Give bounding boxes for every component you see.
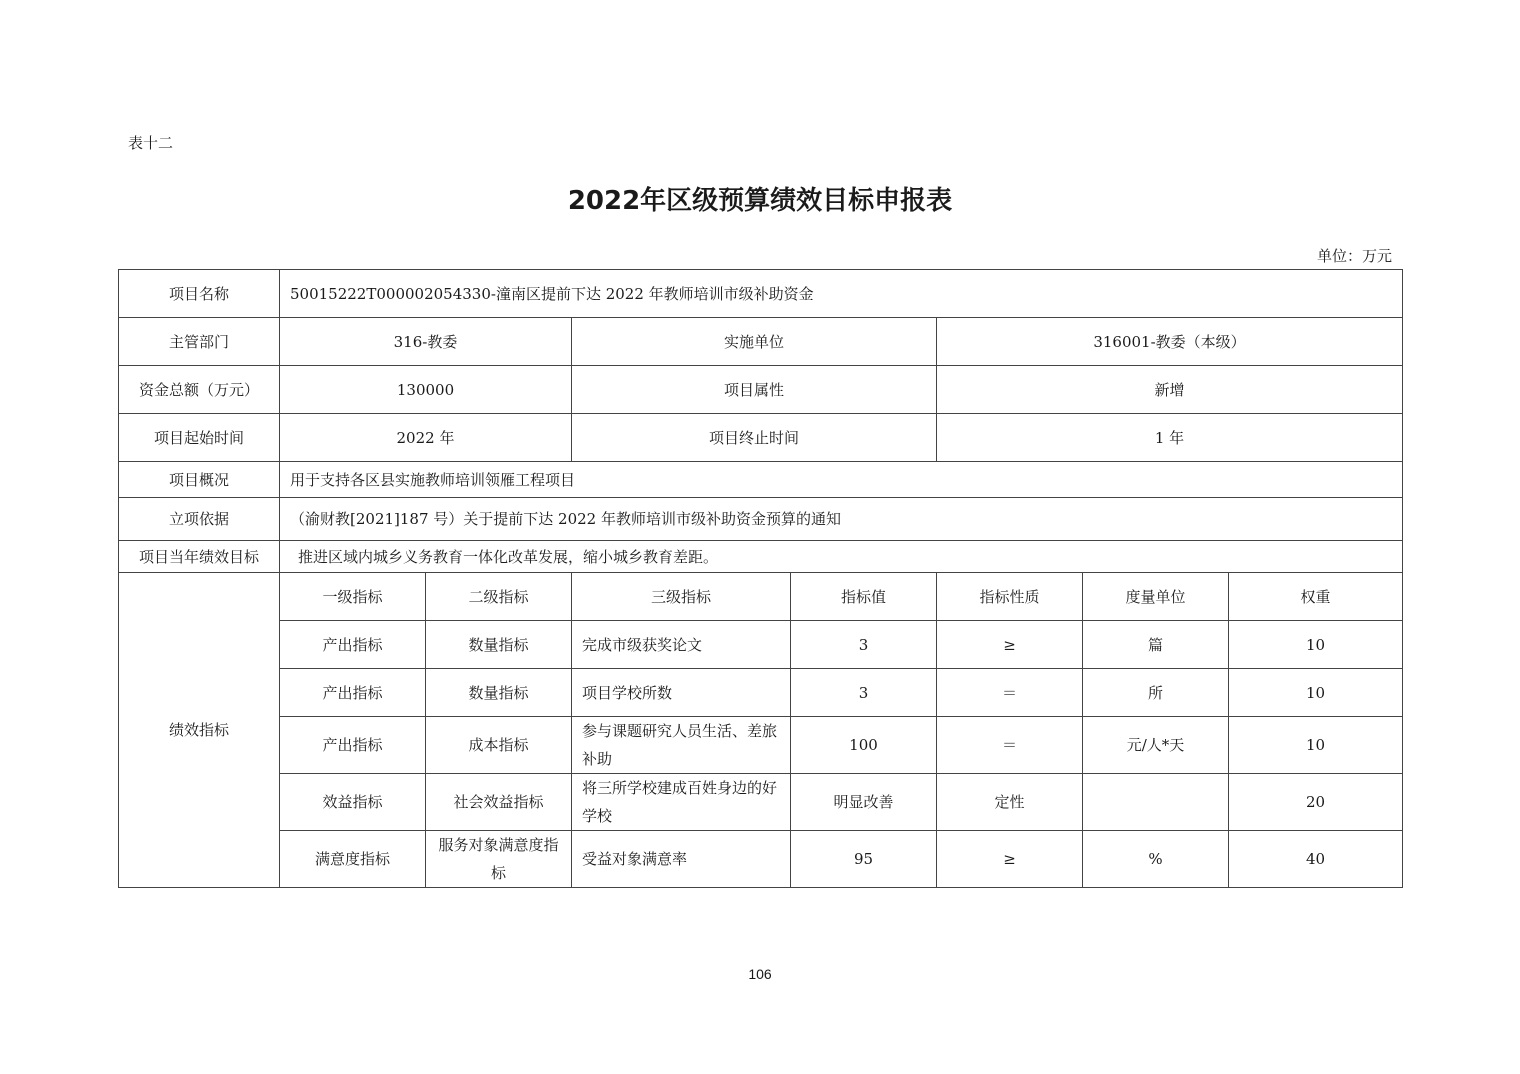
row-basis — [119, 498, 1403, 541]
level2-cell: 成本指标 — [426, 717, 572, 774]
weight-cell: 10 — [1229, 669, 1403, 717]
value-cell: 明显改善 — [791, 774, 937, 831]
unit-label: 单位：万元 — [1316, 247, 1392, 265]
value-cell: 100 — [791, 717, 937, 774]
value-cell: 95 — [791, 831, 937, 888]
level2-cell: 服务对象满意度指标 — [426, 831, 572, 888]
performance-target-table — [118, 269, 1403, 888]
level3-cell: 完成市级获奖论文 — [572, 621, 791, 669]
nature-cell: ＝ — [937, 717, 1083, 774]
nature-cell: ≥ — [937, 621, 1083, 669]
indicator-row — [119, 831, 1403, 888]
unit-cell — [1083, 774, 1229, 831]
header-weight: 权重 — [1229, 573, 1403, 621]
header-nature: 指标性质 — [937, 573, 1083, 621]
value-cell: 3 — [791, 669, 937, 717]
level2-cell: 社会效益指标 — [426, 774, 572, 831]
unit-cell: 所 — [1083, 669, 1229, 717]
level3-cell: 项目学校所数 — [572, 669, 791, 717]
weight-cell: 20 — [1229, 774, 1403, 831]
header-unit: 度量单位 — [1083, 573, 1229, 621]
implementing-unit-label: 实施单位 — [572, 318, 937, 366]
indicator-row — [119, 669, 1403, 717]
start-time-label: 项目起始时间 — [119, 414, 280, 462]
indicator-row — [119, 774, 1403, 831]
row-time — [119, 414, 1403, 462]
project-name-label: 项目名称 — [119, 270, 280, 318]
header-level3: 三级指标 — [572, 573, 791, 621]
unit-cell: 篇 — [1083, 621, 1229, 669]
level1-cell: 产出指标 — [280, 621, 426, 669]
level3-cell: 受益对象满意率 — [572, 831, 791, 888]
overview-label: 项目概况 — [119, 462, 280, 498]
row-goal — [119, 541, 1403, 573]
level1-cell: 产出指标 — [280, 717, 426, 774]
weight-cell: 10 — [1229, 717, 1403, 774]
goal-value: 推进区域内城乡义务教育一体化改革发展，缩小城乡教育差距。 — [280, 541, 1403, 573]
row-fund — [119, 366, 1403, 414]
header-level1: 一级指标 — [280, 573, 426, 621]
fund-total-label: 资金总额（万元） — [119, 366, 280, 414]
indicator-header-row — [119, 573, 1403, 621]
end-time-label: 项目终止时间 — [572, 414, 937, 462]
project-attribute-label: 项目属性 — [572, 366, 937, 414]
basis-value: （渝财教[2021]187 号）关于提前下达 2022 年教师培训市级补助资金预算的通知 — [280, 498, 1403, 541]
department-value: 316-教委 — [280, 318, 572, 366]
unit-cell: % — [1083, 831, 1229, 888]
implementing-unit-value: 316001-教委（本级） — [937, 318, 1403, 366]
project-name-value: 50015222T000002054330-潼南区提前下达 2022 年教师培训市级补助资金 — [280, 270, 1403, 318]
end-time-value: 1 年 — [937, 414, 1403, 462]
level2-cell: 数量指标 — [426, 669, 572, 717]
weight-cell: 10 — [1229, 621, 1403, 669]
indicator-row — [119, 717, 1403, 774]
start-time-value: 2022 年 — [280, 414, 572, 462]
indicators-section-label: 绩效指标 — [119, 573, 280, 888]
level3-cell: 参与课题研究人员生活、差旅补助 — [572, 717, 791, 774]
page-number: 106 — [748, 966, 772, 982]
value-cell: 3 — [791, 621, 937, 669]
indicator-row — [119, 621, 1403, 669]
row-department — [119, 318, 1403, 366]
row-project-name — [119, 270, 1403, 318]
nature-cell: ≥ — [937, 831, 1083, 888]
nature-cell: ＝ — [937, 669, 1083, 717]
unit-cell: 元/人*天 — [1083, 717, 1229, 774]
header-level2: 二级指标 — [426, 573, 572, 621]
header-value: 指标值 — [791, 573, 937, 621]
weight-cell: 40 — [1229, 831, 1403, 888]
level2-cell: 数量指标 — [426, 621, 572, 669]
row-overview — [119, 462, 1403, 498]
table-number-label: 表十二 — [128, 134, 174, 152]
nature-cell: 定性 — [937, 774, 1083, 831]
basis-label: 立项依据 — [119, 498, 280, 541]
document-title: 2022年区级预算绩效目标申报表 — [567, 186, 953, 216]
department-label: 主管部门 — [119, 318, 280, 366]
level1-cell: 满意度指标 — [280, 831, 426, 888]
level1-cell: 产出指标 — [280, 669, 426, 717]
project-attribute-value: 新增 — [937, 366, 1403, 414]
fund-total-value: 130000 — [280, 366, 572, 414]
overview-value: 用于支持各区县实施教师培训领雁工程项目 — [280, 462, 1403, 498]
level3-cell: 将三所学校建成百姓身边的好学校 — [572, 774, 791, 831]
level1-cell: 效益指标 — [280, 774, 426, 831]
goal-label: 项目当年绩效目标 — [119, 541, 280, 573]
